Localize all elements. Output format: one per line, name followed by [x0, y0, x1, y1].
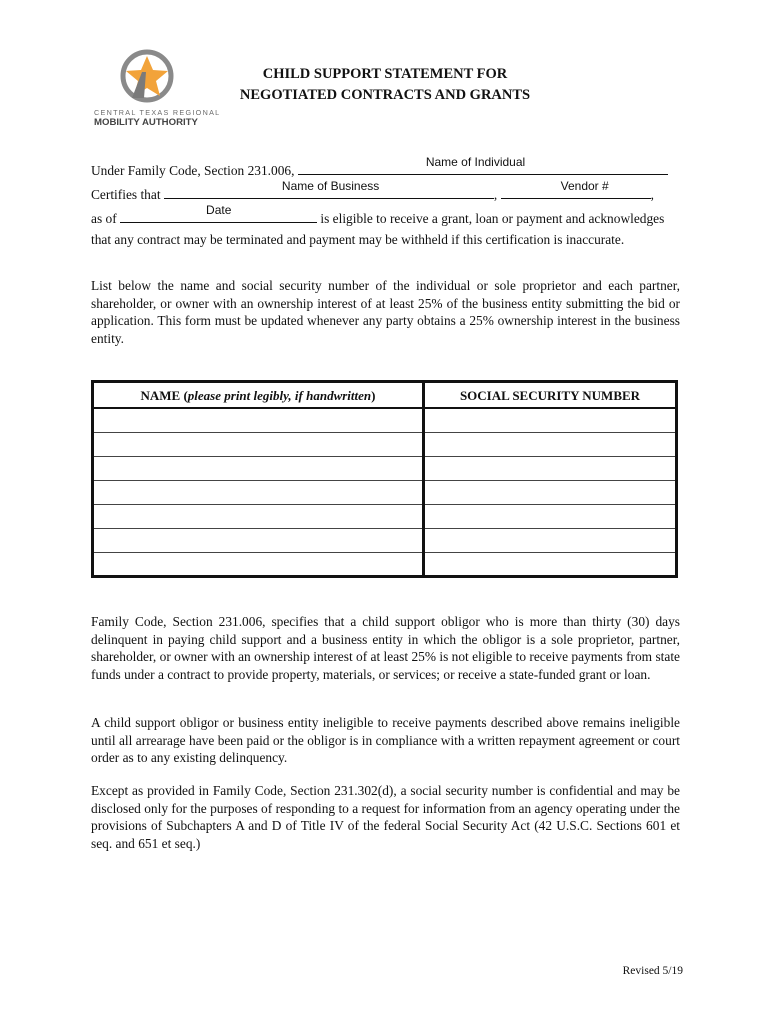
name-header-close: )	[371, 388, 376, 403]
name-cell[interactable]	[94, 409, 422, 433]
certification-statement: that any contract may be terminated and payment may be withheld if this certification is inaccurate.	[91, 232, 625, 247]
form-line-business	[91, 179, 654, 203]
star-road-logo-icon	[92, 48, 204, 108]
ssn-column	[425, 383, 675, 575]
ssn-cell[interactable]	[425, 433, 675, 457]
ssn-cell[interactable]	[425, 481, 675, 505]
name-column	[94, 383, 425, 575]
name-header-bold: NAME (	[140, 388, 188, 403]
organization-logo	[92, 48, 221, 132]
form-line-individual	[91, 155, 668, 179]
line1-prefix: Under Family Code, Section 231.006,	[91, 163, 295, 178]
date-field[interactable]	[120, 203, 317, 223]
ssn-cell[interactable]	[425, 553, 675, 577]
comma-separator: ,	[493, 187, 498, 202]
date-label: Date	[206, 203, 232, 217]
ownership-table	[91, 380, 678, 578]
name-of-business-label: Name of Business	[281, 179, 380, 193]
name-column-header	[94, 383, 422, 409]
name-cell[interactable]	[94, 505, 422, 529]
ssn-cell[interactable]	[425, 529, 675, 553]
name-cell[interactable]	[94, 433, 422, 457]
comma-separator-end: ,	[650, 187, 654, 202]
name-cell[interactable]	[94, 529, 422, 553]
title-line1: CHILD SUPPORT STATEMENT FOR	[262, 66, 508, 82]
ssn-cell[interactable]	[425, 409, 675, 433]
logo-org-line1: CENTRAL TEXAS REGIONAL	[94, 108, 221, 117]
ssn-cell[interactable]	[425, 457, 675, 481]
ssn-cell[interactable]	[425, 505, 675, 529]
vendor-number-label: Vendor #	[560, 179, 609, 193]
ssn-column-header: SOCIAL SECURITY NUMBER	[425, 383, 675, 409]
name-cell[interactable]	[94, 457, 422, 481]
name-of-individual-label: Name of Individual	[425, 155, 526, 169]
name-cell[interactable]	[94, 481, 422, 505]
line3-suffix: is eligible to receive a grant, loan or payment and acknowledges	[320, 211, 665, 226]
name-of-individual-field[interactable]	[298, 155, 668, 175]
revision-date: Revised 5/19	[622, 965, 683, 977]
name-cell[interactable]	[94, 553, 422, 577]
form-line-date	[91, 203, 665, 227]
instructions-paragraph: List below the name and social security number of the individual or sole proprietor and each partner, shareholder, or owner with an ownership interest of at least 25% of the business entity submitting the bid or application. This form must be updated whenever any party obtains a 25% ownership interest in the business entity.	[91, 278, 680, 346]
family-code-paragraph: Family Code, Section 231.006, specifies that a child support obligor who is more than thirty (30) days delinquent in paying child support and a business entity in which the obligor is a sole proprietor, partner, shareholder, or owner with an ownership interest of at least 25% is not eligible to receive payments from state funds under a contract to provide property, materials, or services; or receive a state-funded grant or loan.	[91, 614, 680, 682]
line3-prefix: as of	[91, 211, 117, 226]
title-line2: NEGOTIATED CONTRACTS AND GRANTS	[239, 87, 531, 103]
name-header-italic: please print legibly, if handwritten	[187, 388, 372, 403]
vendor-number-field[interactable]	[501, 179, 651, 199]
logo-org-line2: MOBILITY AUTHORITY	[94, 117, 198, 128]
ineligibility-paragraph: A child support obligor or business entity ineligible to receive payments described above remains ineligible until all arrearage have been paid or the obligor is in compliance with a written repayment agreement or court order as to any existing delinquency.	[91, 715, 680, 765]
line2-prefix: Certifies that	[91, 187, 161, 202]
name-of-business-field[interactable]	[164, 179, 494, 199]
confidentiality-paragraph: Except as provided in Family Code, Section 231.302(d), a social security number is confidential and may be disclosed only for the purposes of responding to a request for information from an agency operating under the provisions of Subchapters A and D of Title IV of the federal Social Security Act (42 U.S.C. Sections 601 et seq. and 651 et seq.)	[91, 783, 680, 851]
